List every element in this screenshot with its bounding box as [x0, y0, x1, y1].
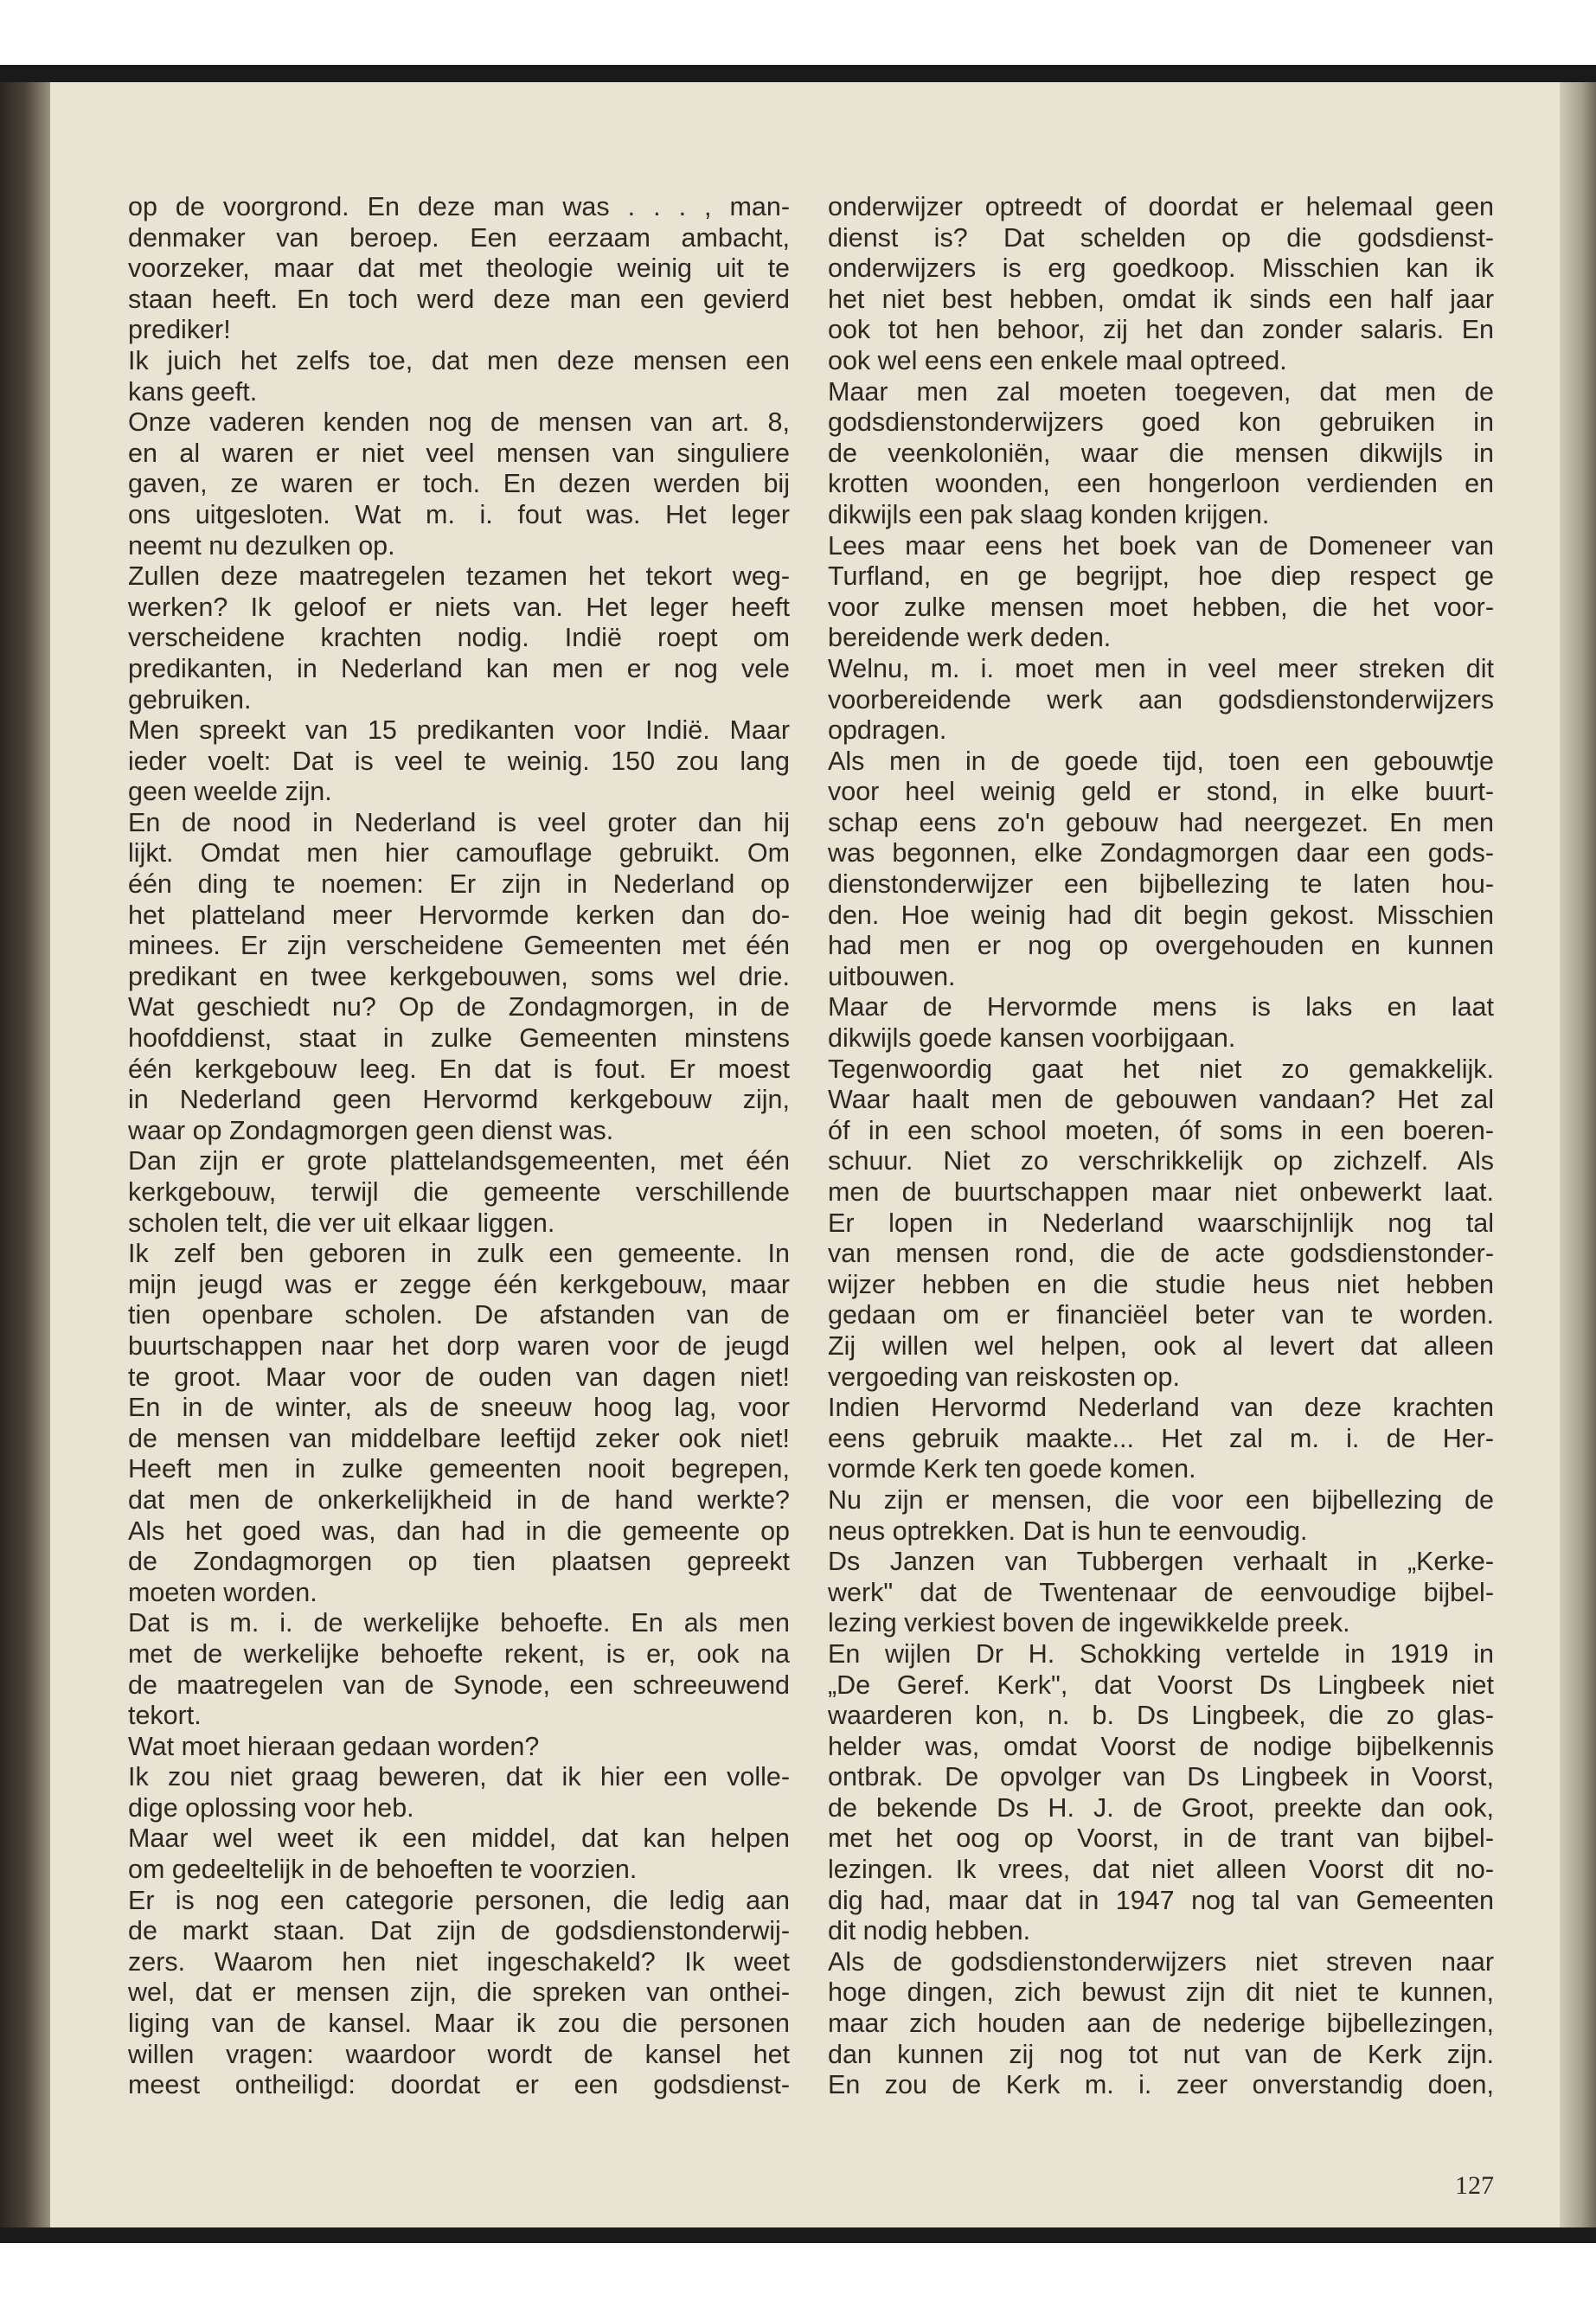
text-line: Lees maar eens het boek van de Domeneer van: [828, 530, 1494, 561]
text-line: onderwijzer optreedt of doordat er helemaal geen: [828, 192, 1494, 221]
text-line: Wat geschiedt nu? Op de Zondagmorgen, in de: [128, 992, 790, 1022]
text-line: dienst is? Dat schelden op die godsdienst-: [828, 222, 1494, 253]
text-line: Heeft men in zulke gemeenten nooit begrepen,: [128, 1454, 790, 1484]
text-line: Er lopen in Nederland waarschijnlijk nog tal: [828, 1208, 1494, 1238]
text-line: voor heel weinig geld er stond, in elke buurt-: [828, 777, 1494, 807]
text-line: hoge dingen, zich bewust zijn dit niet te kunnen,: [828, 1977, 1494, 2008]
text-line: schuur. Niet zo verschrikkelijk op zichzelf. Als: [828, 1146, 1494, 1176]
book-spine-shadow: [0, 82, 50, 2227]
text-line: liging van de kansel. Maar ik zou die personen: [128, 2009, 790, 2039]
text-line: werk" dat de Twentenaar de eenvoudige bijbel-: [828, 1577, 1494, 1607]
text-line: opdragen.: [828, 715, 947, 746]
text-line: Dat is m. i. de werkelijke behoefte. En als men: [128, 1608, 790, 1638]
scanner-bottom-edge: [0, 2227, 1596, 2243]
text-line: de maatregelen van de Synode, een schreeuwend: [128, 1670, 790, 1700]
text-line: Maar de Hervormde mens is laks en laat: [828, 992, 1494, 1022]
scanner-top-edge: [0, 65, 1596, 82]
text-line: en al waren er niet veel mensen van singuliere: [128, 438, 790, 468]
text-line: ons uitgesloten. Wat m. i. fout was. Het leger: [128, 499, 790, 529]
text-line: Onze vaderen kenden nog de mensen van art. 8,: [128, 407, 790, 438]
text-line: moeten worden.: [128, 1577, 317, 1607]
text-line: Als de godsdienstonderwijzers niet streven naar: [828, 1946, 1494, 1977]
text-line: Nu zijn er mensen, die voor een bijbellezing de: [828, 1484, 1494, 1515]
text-line: ook tot hen behoor, zij het dan zonder salaris. En: [828, 315, 1494, 345]
text-line: neus optrekken. Dat is hun te eenvoudig.: [828, 1516, 1308, 1546]
text-line: dig had, maar dat in 1947 nog tal van Gemeenten: [828, 1885, 1494, 1915]
text-line: gedaan om er financiëel beter van te worden.: [828, 1300, 1494, 1330]
text-line: dige oplossing voor heb.: [128, 1792, 414, 1823]
text-line: neemt nu dezulken op.: [128, 530, 395, 561]
text-line: Wat moet hieraan gedaan worden?: [128, 1731, 540, 1761]
text-line: vergoeding van reiskosten op.: [828, 1362, 1180, 1392]
text-line: eens gebruik maakte... Het zal m. i. de Her-: [828, 1423, 1494, 1453]
text-line: denmaker van beroep. Een eerzaam ambacht,: [128, 222, 790, 253]
left-text-column: [128, 192, 790, 2101]
text-line: voorzeker, maar dat met theologie weinig uit te: [128, 253, 790, 284]
text-line: de Zondagmorgen op tien plaatsen gepreekt: [128, 1547, 790, 1577]
text-line: lijkt. Omdat men hier camouflage gebruikt. Om: [128, 838, 790, 868]
text-line: men de buurtschappen maar niet onbewerkt laat.: [828, 1177, 1494, 1207]
text-line: buurtschappen naar het dorp waren voor de jeugd: [128, 1330, 790, 1361]
text-line: kans geeft.: [128, 376, 258, 407]
text-line: godsdienstonderwijzers goed kon gebruiken in: [828, 407, 1494, 438]
text-line: dienstonderwijzer een bijbellezing te laten hou-: [828, 869, 1494, 900]
text-line: geen weelde zijn.: [128, 777, 332, 807]
text-line: de bekende Ds H. J. de Groot, preekte dan ook,: [828, 1792, 1494, 1823]
text-line: staan heeft. En toch werd deze man een gevierd: [128, 284, 790, 314]
text-line: gaven, ze waren er toch. En dezen werden bij: [128, 469, 790, 499]
text-line: Turfland, en ge begrijpt, hoe diep respect ge: [828, 561, 1494, 592]
text-line: de mensen van middelbare leeftijd zeker ook niet!: [128, 1423, 790, 1453]
text-line: gebruiken.: [128, 684, 252, 715]
text-line: was begonnen, elke Zondagmorgen daar een gods-: [828, 838, 1494, 868]
text-line: Dan zijn er grote plattelandsgemeenten, met één: [128, 1146, 790, 1176]
text-line: in Nederland geen Hervormd kerkgebouw zijn,: [128, 1085, 790, 1115]
text-line: onderwijzers is erg goedkoop. Misschien kan ik: [828, 253, 1494, 284]
text-line: lezing verkiest boven de ingewikkelde preek.: [828, 1608, 1350, 1638]
text-line: wijzer hebben en die studie heus niet hebben: [828, 1269, 1494, 1299]
text-line: ontbrak. De opvolger van Ds Lingbeek in Voorst,: [828, 1762, 1494, 1792]
text-line: helder was, omdat Voorst de nodige bijbelkennis: [828, 1731, 1494, 1761]
text-line: verscheidene krachten nodig. Indië roept om: [128, 623, 790, 653]
text-line: En zou de Kerk m. i. zeer onverstandig doen,: [828, 2070, 1494, 2100]
text-line: de veenkoloniën, waar die mensen dikwijls in: [828, 438, 1494, 468]
text-line: schap eens zo'n gebouw had neergezet. En men: [828, 807, 1494, 837]
text-line: Als men in de goede tijd, toen een gebouwtje: [828, 746, 1494, 776]
text-line: dikwijls een pak slaag konden krijgen.: [828, 499, 1270, 529]
text-line: meest ontheiligd: doordat er een godsdienst-: [128, 2070, 790, 2100]
text-line: den. Hoe weinig had dit begin gekost. Misschien: [828, 900, 1494, 930]
text-line: mijn jeugd was er zegge één kerkgebouw, maar: [128, 1269, 790, 1299]
text-line: om gedeeltelijk in de behoeften te voorzien.: [128, 1855, 638, 1885]
scan-background-top: [0, 0, 1596, 65]
text-line: óf in een school moeten, óf soms in een boeren-: [828, 1115, 1494, 1145]
text-line: ook wel eens een enkele maal optreed.: [828, 345, 1287, 375]
text-line: tien openbare scholen. De afstanden van de: [128, 1300, 790, 1330]
page-right-edge: [1560, 82, 1596, 2227]
text-line: Er is nog een categorie personen, die ledig aan: [128, 1885, 790, 1915]
text-line: hoofddienst, staat in zulke Gemeenten minstens: [128, 1023, 790, 1054]
text-line: Welnu, m. i. moet men in veel meer streken dit: [828, 653, 1494, 683]
text-line: En in de winter, als de sneeuw hoog lag, voor: [128, 1393, 790, 1423]
text-line: Ds Janzen van Tubbergen verhaalt in „Kerke-: [828, 1547, 1494, 1577]
text-line: krotten woonden, een hongerloon verdienden en: [828, 469, 1494, 499]
text-line: willen vragen: waardoor wordt de kansel het: [128, 2039, 790, 2069]
text-line: Tegenwoordig gaat het niet zo gemakkelijk.: [828, 1054, 1494, 1084]
text-line: predikant en twee kerkgebouwen, soms wel drie.: [128, 961, 790, 991]
scan-background-bottom: [0, 2243, 1596, 2301]
text-line: Waar haalt men de gebouwen vandaan? Het zal: [828, 1085, 1494, 1115]
text-line: dan kunnen zij nog tot nut van de Kerk zijn.: [828, 2039, 1494, 2069]
text-line: uitbouwen.: [828, 961, 956, 991]
text-line: dat men de onkerkelijkheid in de hand werkte?: [128, 1484, 790, 1515]
text-line: Ik zou niet graag beweren, dat ik hier een volle-: [128, 1762, 790, 1792]
text-line: het niet best hebben, omdat ik sinds een half jaar: [828, 284, 1494, 314]
page-number: 127: [1455, 2171, 1494, 2200]
text-line: waar op Zondagmorgen geen dienst was.: [128, 1115, 614, 1145]
right-text-column: [828, 192, 1494, 2101]
text-line: één kerkgebouw leeg. En dat is fout. Er moest: [128, 1054, 790, 1084]
text-line: wel, dat er mensen zijn, die spreken van onthei-: [128, 1977, 790, 2008]
text-line: werken? Ik geloof er niets van. Het leger heeft: [128, 592, 790, 622]
text-line: dit nodig hebben.: [828, 1916, 1031, 1946]
text-line: „De Geref. Kerk", dat Voorst Ds Lingbeek niet: [828, 1670, 1494, 1700]
text-line: prediker!: [128, 315, 231, 345]
text-line: voorbereidende werk aan godsdienstonderwijzers: [828, 684, 1494, 715]
text-line: vormde Kerk ten goede komen.: [828, 1454, 1196, 1484]
text-line: minees. Er zijn verscheidene Gemeenten met één: [128, 931, 790, 961]
text-line: Men spreekt van 15 predikanten voor Indië. Maar: [128, 715, 790, 746]
text-line: van mensen rond, die de acte godsdienstonder-: [828, 1239, 1494, 1269]
text-line: bereidende werk deden.: [828, 623, 1112, 653]
text-line: waarderen kon, n. b. Ds Lingbeek, die zo glas-: [828, 1701, 1494, 1731]
text-line: Ik zelf ben geboren in zulk een gemeente. In: [128, 1239, 790, 1269]
text-line: En de nood in Nederland is veel groter dan hij: [128, 807, 790, 837]
text-line: Ik juich het zelfs toe, dat men deze mensen een: [128, 345, 790, 375]
text-line: Als het goed was, dan had in die gemeente op: [128, 1516, 790, 1546]
text-line: tekort.: [128, 1701, 202, 1731]
text-line: predikanten, in Nederland kan men er nog vele: [128, 653, 790, 683]
text-line: Zullen deze maatregelen tezamen het tekort weg-: [128, 561, 790, 592]
text-line: Zij willen wel helpen, ook al levert dat alleen: [828, 1330, 1494, 1361]
text-line: met de werkelijke behoefte rekent, is er, ook na: [128, 1638, 790, 1669]
text-line: dikwijls goede kansen voorbijgaan.: [828, 1023, 1236, 1054]
text-line: had men er nog op overgehouden en kunnen: [828, 931, 1494, 961]
text-line: Indien Hervormd Nederland van deze krachten: [828, 1393, 1494, 1423]
text-line: één ding te noemen: Er zijn in Nederland op: [128, 869, 790, 900]
text-line: het platteland meer Hervormde kerken dan do-: [128, 900, 790, 930]
text-line: Maar men zal moeten toegeven, dat men de: [828, 376, 1494, 407]
text-line: de markt staan. Dat zijn de godsdienstonderwij-: [128, 1916, 790, 1946]
text-line: te groot. Maar voor de ouden van dagen niet!: [128, 1362, 790, 1392]
text-line: voor zulke mensen moet hebben, die het voor-: [828, 592, 1494, 622]
text-line: Maar wel weet ik een middel, dat kan helpen: [128, 1823, 790, 1854]
text-line: scholen telt, die ver uit elkaar liggen.: [128, 1208, 555, 1238]
text-line: maar zich houden aan de nederige bijbellezingen,: [828, 2009, 1494, 2039]
text-line: op de voorgrond. En deze man was . . . , man-: [128, 192, 790, 221]
text-line: En wijlen Dr H. Schokking vertelde in 1919 in: [828, 1638, 1494, 1669]
text-line: lezingen. Ik vrees, dat niet alleen Voorst dit no-: [828, 1855, 1494, 1885]
text-line: ieder voelt: Dat is veel te weinig. 150 zou lang: [128, 746, 790, 776]
text-line: zers. Waarom hen niet ingeschakeld? Ik weet: [128, 1946, 790, 1977]
text-line: met het oog op Voorst, in de trant van bijbel-: [828, 1823, 1494, 1854]
text-line: kerkgebouw, terwijl die gemeente verschillende: [128, 1177, 790, 1207]
